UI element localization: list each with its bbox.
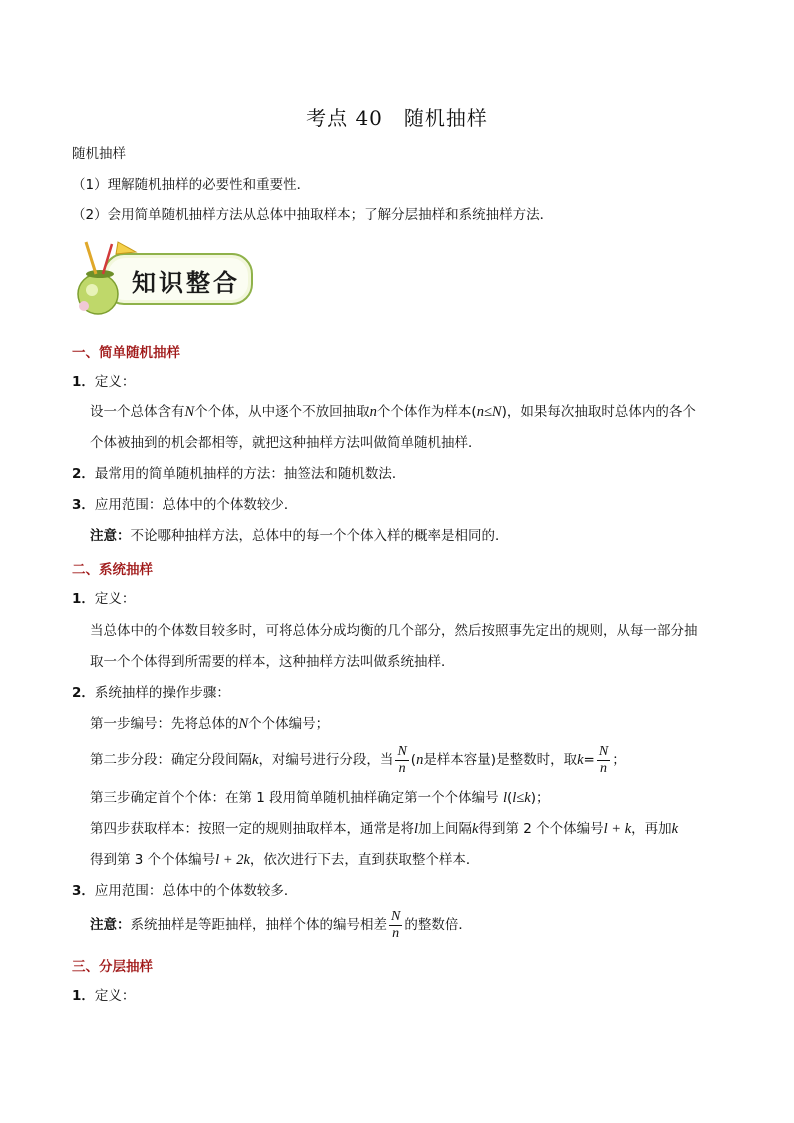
section-heading-simple-random: 一、简单随机抽样 <box>72 345 180 361</box>
intro-item-2: （2）会用简单随机抽样方法从总体中抽取样本；了解分层抽样和系统抽样方法． <box>72 207 554 223</box>
intro-item-1: （1）理解随机抽样的必要性和重要性． <box>72 177 311 193</box>
s1-definition-line-2: 个体被抽到的机会都相等，就把这种抽样方法叫做简单随机抽样． <box>90 435 482 451</box>
fraction-N-over-n: $\frac{N}{n}$ <box>397 743 407 776</box>
s2-steps-label: 2．系统抽样的操作步骤： <box>72 685 230 701</box>
s2-definition-line-2: 取一个个体得到所需要的样本，这种抽样方法叫做系统抽样． <box>90 654 455 670</box>
s1-definition-label: 1．定义： <box>72 374 136 390</box>
s1-note: 注意：不论哪种抽样方法，总体中的每一个个体入样的概率是相同的． <box>90 528 509 544</box>
s2-step-1: 第一步编号：先将总体的N个个体编号； <box>90 716 330 732</box>
knowledge-badge <box>72 238 257 316</box>
s2-definition-label: 1．定义： <box>72 591 136 607</box>
page-title: 考点 40 随机抽样 <box>306 106 488 130</box>
s3-definition-label: 1．定义： <box>72 988 136 1004</box>
s1-methods: 2．最常用的简单随机抽样的方法：抽签法和随机数法． <box>72 466 406 482</box>
s1-scope: 3．应用范围：总体中的个体数较少． <box>72 497 298 513</box>
s2-definition-line-1: 当总体中的个体数目较多时，可将总体分成均衡的几个部分，然后按照事先定出的规则，从每一部分抽 <box>90 623 698 639</box>
s2-step-2: 第二步分段：确定分段间隔k，对编号进行分段，当 $\frac{N}{n}$ (n是样本容量)是整数时，取k= $\frac{N}{n}$ ； <box>90 743 626 776</box>
s2-step-4-line-2: 得到第 3 个个体编号l + 2k，依次进行下去，直到获取整个样本． <box>90 852 480 868</box>
section-heading-systematic: 二、系统抽样 <box>72 562 153 578</box>
section-heading-stratified: 三、分层抽样 <box>72 959 153 975</box>
fraction-N-over-n: $\frac{N}{n}$ <box>598 743 609 776</box>
fraction-N-over-n: $\frac{N}{n}$ <box>391 908 401 941</box>
s1-definition-line-1: 设一个总体含有N个个体，从中逐个不放回抽取n个个体作为样本(n≤N)，如果每次抽取时总体内的各个 <box>90 404 696 420</box>
s2-step-3: 第三步确定首个个体：在第 1 段用简单随机抽样确定第一个个体编号 l(l≤k)； <box>90 790 550 806</box>
s2-scope: 3．应用范围：总体中的个体数较多． <box>72 883 298 899</box>
s2-note: 注意：系统抽样是等距抽样，抽样个体的编号相差 $\frac{N}{n}$ 的整数倍． <box>90 908 472 941</box>
s2-step-4-line-1: 第四步获取样本：按照一定的规则抽取样本，通常是将l加上间隔k得到第 2 个个体编号l + k，再加k <box>90 821 679 837</box>
badge-text: 知识整合 <box>132 268 240 297</box>
intro-heading: 随机抽样 <box>72 146 126 162</box>
